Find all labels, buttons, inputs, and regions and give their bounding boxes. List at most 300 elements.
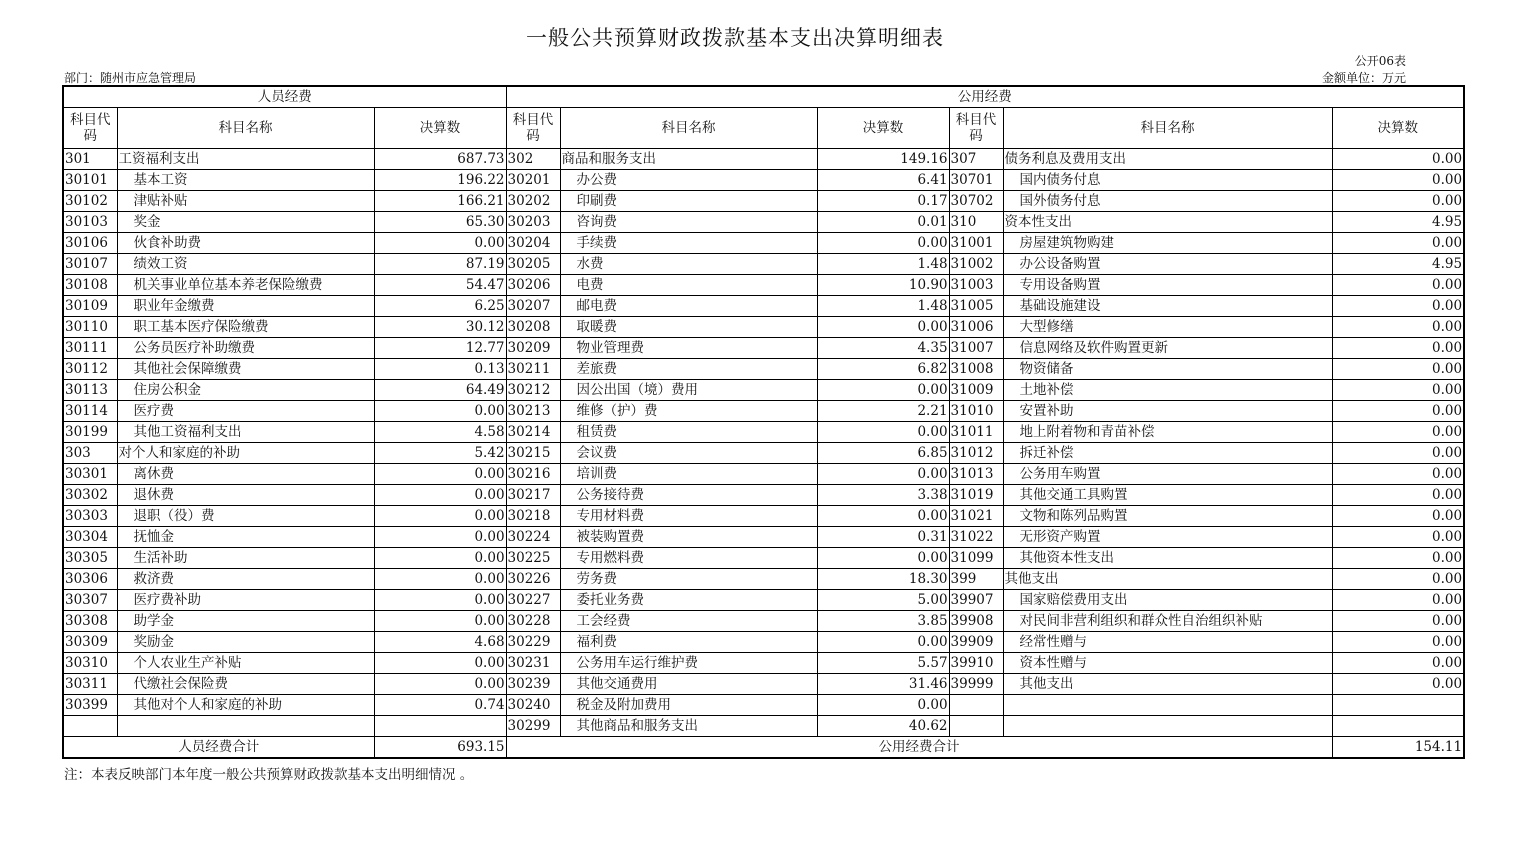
name-cell: 其他交通工具购置 xyxy=(1003,485,1332,506)
name-cell: 拆迁补偿 xyxy=(1003,443,1332,464)
name-cell: 会议费 xyxy=(560,443,817,464)
amount-cell: 0.00 xyxy=(1332,401,1464,422)
table-row xyxy=(63,632,1464,653)
code-cell: 30106 xyxy=(63,233,117,254)
code-cell: 30201 xyxy=(506,170,560,191)
name-cell: 专用设备购置 xyxy=(1003,275,1332,296)
amount-cell: 0.00 xyxy=(1332,422,1464,443)
amount-cell: 0.00 xyxy=(1332,527,1464,548)
amount-cell: 149.16 xyxy=(817,149,949,170)
name-cell: 取暖费 xyxy=(560,317,817,338)
department-label: 部门：随州市应急管理局 xyxy=(64,71,197,85)
name-cell: 土地补偿 xyxy=(1003,380,1332,401)
amount-cell: 4.35 xyxy=(817,338,949,359)
header-code-a: 科目代码 xyxy=(63,108,117,149)
code-cell: 39999 xyxy=(949,674,1003,695)
amount-cell: 0.31 xyxy=(817,527,949,548)
code-cell: 30311 xyxy=(63,674,117,695)
totals-row xyxy=(63,737,1464,759)
amount-cell: 0.00 xyxy=(374,485,506,506)
code-cell: 31002 xyxy=(949,254,1003,275)
code-cell: 31008 xyxy=(949,359,1003,380)
code-cell: 30101 xyxy=(63,170,117,191)
code-cell: 30301 xyxy=(63,464,117,485)
table-row xyxy=(63,149,1464,170)
amount-cell: 4.58 xyxy=(374,422,506,443)
amount-cell: 0.00 xyxy=(1332,233,1464,254)
amount-cell: 6.25 xyxy=(374,296,506,317)
name-cell: 资本性赠与 xyxy=(1003,653,1332,674)
code-cell: 30203 xyxy=(506,212,560,233)
amount-cell: 0.00 xyxy=(1332,464,1464,485)
name-cell: 物业管理费 xyxy=(560,338,817,359)
table-row xyxy=(63,464,1464,485)
amount-cell: 196.22 xyxy=(374,170,506,191)
name-cell: 福利费 xyxy=(560,632,817,653)
amount-cell: 0.00 xyxy=(817,422,949,443)
name-cell: 职工基本医疗保险缴费 xyxy=(117,317,374,338)
group-personnel: 人员经费 xyxy=(63,86,506,108)
amount-cell: 10.90 xyxy=(817,275,949,296)
table-row xyxy=(63,443,1464,464)
code-cell: 30103 xyxy=(63,212,117,233)
name-cell xyxy=(1003,716,1332,737)
code-cell: 30215 xyxy=(506,443,560,464)
name-cell: 奖金 xyxy=(117,212,374,233)
amount-cell: 5.42 xyxy=(374,443,506,464)
name-cell: 对民间非营利组织和群众性自治组织补贴 xyxy=(1003,611,1332,632)
amount-cell: 0.00 xyxy=(374,674,506,695)
name-cell: 公务用车购置 xyxy=(1003,464,1332,485)
table-row xyxy=(63,674,1464,695)
code-cell: 31021 xyxy=(949,506,1003,527)
name-cell: 其他对个人和家庭的补助 xyxy=(117,695,374,716)
amount-cell: 1.48 xyxy=(817,296,949,317)
table-row xyxy=(63,506,1464,527)
table-row xyxy=(63,338,1464,359)
name-cell: 手续费 xyxy=(560,233,817,254)
amount-cell: 0.00 xyxy=(1332,149,1464,170)
amount-cell: 0.00 xyxy=(1332,380,1464,401)
code-cell: 39907 xyxy=(949,590,1003,611)
name-cell: 抚恤金 xyxy=(117,527,374,548)
amount-cell: 0.00 xyxy=(1332,275,1464,296)
code-cell: 30214 xyxy=(506,422,560,443)
table-row xyxy=(63,317,1464,338)
code-cell: 30226 xyxy=(506,569,560,590)
code-cell: 31005 xyxy=(949,296,1003,317)
name-cell: 基础设施建设 xyxy=(1003,296,1332,317)
amount-cell: 0.00 xyxy=(374,611,506,632)
name-cell: 职业年金缴费 xyxy=(117,296,374,317)
code-cell: 31006 xyxy=(949,317,1003,338)
name-cell: 维修（护）费 xyxy=(560,401,817,422)
code-cell: 310 xyxy=(949,212,1003,233)
group-public: 公用经费 xyxy=(506,86,1464,108)
name-cell: 税金及附加费用 xyxy=(560,695,817,716)
name-cell: 租赁费 xyxy=(560,422,817,443)
name-cell: 其他社会保障缴费 xyxy=(117,359,374,380)
header-name-b: 科目名称 xyxy=(560,108,817,149)
code-cell: 39909 xyxy=(949,632,1003,653)
amount-cell: 166.21 xyxy=(374,191,506,212)
name-cell: 生活补助 xyxy=(117,548,374,569)
amount-cell: 54.47 xyxy=(374,275,506,296)
amount-cell: 0.00 xyxy=(1332,170,1464,191)
name-cell: 退休费 xyxy=(117,485,374,506)
code-cell: 30109 xyxy=(63,296,117,317)
amount-cell: 0.00 xyxy=(1332,569,1464,590)
code-cell: 30113 xyxy=(63,380,117,401)
code-cell: 30308 xyxy=(63,611,117,632)
name-cell: 地上附着物和青苗补偿 xyxy=(1003,422,1332,443)
name-cell: 救济费 xyxy=(117,569,374,590)
name-cell: 其他支出 xyxy=(1003,674,1332,695)
name-cell: 无形资产购置 xyxy=(1003,527,1332,548)
code-cell: 30304 xyxy=(63,527,117,548)
code-cell: 30224 xyxy=(506,527,560,548)
name-cell: 代缴社会保险费 xyxy=(117,674,374,695)
amount-cell: 0.00 xyxy=(374,401,506,422)
amount-cell: 6.82 xyxy=(817,359,949,380)
table-row xyxy=(63,233,1464,254)
amount-cell: 687.73 xyxy=(374,149,506,170)
amount-cell: 0.00 xyxy=(1332,338,1464,359)
amount-cell: 0.00 xyxy=(1332,485,1464,506)
name-cell: 大型修缮 xyxy=(1003,317,1332,338)
amount-cell: 0.17 xyxy=(817,191,949,212)
amount-cell: 0.00 xyxy=(374,527,506,548)
name-cell: 其他工资福利支出 xyxy=(117,422,374,443)
name-cell: 国外债务付息 xyxy=(1003,191,1332,212)
table-row xyxy=(63,485,1464,506)
code-cell: 30208 xyxy=(506,317,560,338)
amount-cell: 0.00 xyxy=(817,233,949,254)
table-row xyxy=(63,170,1464,191)
header-name-c: 科目名称 xyxy=(1003,108,1332,149)
amount-cell: 0.00 xyxy=(374,464,506,485)
code-cell: 30306 xyxy=(63,569,117,590)
name-cell: 专用燃料费 xyxy=(560,548,817,569)
name-cell: 机关事业单位基本养老保险缴费 xyxy=(117,275,374,296)
code-cell: 30702 xyxy=(949,191,1003,212)
name-cell: 其他交通费用 xyxy=(560,674,817,695)
code-cell: 30114 xyxy=(63,401,117,422)
name-cell: 债务利息及费用支出 xyxy=(1003,149,1332,170)
amount-cell xyxy=(1332,716,1464,737)
table-row xyxy=(63,695,1464,716)
code-cell: 30205 xyxy=(506,254,560,275)
amount-cell: 3.38 xyxy=(817,485,949,506)
name-cell: 对个人和家庭的补助 xyxy=(117,443,374,464)
name-cell: 咨询费 xyxy=(560,212,817,233)
code-cell: 30299 xyxy=(506,716,560,737)
code-cell: 31099 xyxy=(949,548,1003,569)
code-cell: 39908 xyxy=(949,611,1003,632)
code-cell: 30239 xyxy=(506,674,560,695)
amount-cell: 0.00 xyxy=(1332,590,1464,611)
amount-cell: 4.95 xyxy=(1332,212,1464,233)
name-cell: 公务员医疗补助缴费 xyxy=(117,338,374,359)
table-row xyxy=(63,716,1464,737)
code-cell: 30310 xyxy=(63,653,117,674)
name-cell: 资本性支出 xyxy=(1003,212,1332,233)
table-row xyxy=(63,422,1464,443)
name-cell: 助学金 xyxy=(117,611,374,632)
public-total-amount: 154.11 xyxy=(1332,737,1464,759)
amount-cell: 0.74 xyxy=(374,695,506,716)
amount-cell: 0.00 xyxy=(374,653,506,674)
amount-cell: 18.30 xyxy=(817,569,949,590)
code-cell: 30110 xyxy=(63,317,117,338)
code-cell: 30399 xyxy=(63,695,117,716)
name-cell: 其他支出 xyxy=(1003,569,1332,590)
code-cell xyxy=(63,716,117,737)
code-cell: 30204 xyxy=(506,233,560,254)
amount-cell xyxy=(374,716,506,737)
name-cell: 工会经费 xyxy=(560,611,817,632)
group-header-row xyxy=(63,86,1464,108)
name-cell: 经常性赠与 xyxy=(1003,632,1332,653)
amount-cell: 0.00 xyxy=(374,233,506,254)
page-title: 一般公共预算财政拨款基本支出决算明细表 xyxy=(526,26,944,50)
name-cell: 个人农业生产补贴 xyxy=(117,653,374,674)
code-cell: 30112 xyxy=(63,359,117,380)
amount-cell: 0.00 xyxy=(1332,674,1464,695)
table-row xyxy=(63,611,1464,632)
code-cell: 301 xyxy=(63,149,117,170)
amount-cell: 0.00 xyxy=(817,506,949,527)
header-amount-b: 决算数 xyxy=(817,108,949,149)
code-cell: 30213 xyxy=(506,401,560,422)
name-cell: 办公设备购置 xyxy=(1003,254,1332,275)
amount-cell: 0.00 xyxy=(1332,653,1464,674)
amount-cell: 6.41 xyxy=(817,170,949,191)
table-row xyxy=(63,359,1464,380)
amount-cell: 0.00 xyxy=(817,380,949,401)
name-cell xyxy=(1003,695,1332,716)
name-cell: 商品和服务支出 xyxy=(560,149,817,170)
code-cell: 30212 xyxy=(506,380,560,401)
table-row xyxy=(63,548,1464,569)
name-cell: 公务用车运行维护费 xyxy=(560,653,817,674)
name-cell: 医疗费补助 xyxy=(117,590,374,611)
code-cell: 30305 xyxy=(63,548,117,569)
name-cell: 住房公积金 xyxy=(117,380,374,401)
table-row xyxy=(63,569,1464,590)
amount-cell: 0.00 xyxy=(1332,443,1464,464)
name-cell: 基本工资 xyxy=(117,170,374,191)
code-cell: 30211 xyxy=(506,359,560,380)
footnote: 注：本表反映部门本年度一般公共预算财政拨款基本支出明细情况 。 xyxy=(64,767,474,783)
code-cell: 30206 xyxy=(506,275,560,296)
amount-cell: 30.12 xyxy=(374,317,506,338)
amount-cell: 0.00 xyxy=(817,695,949,716)
header-code-b: 科目代码 xyxy=(506,108,560,149)
table-row xyxy=(63,401,1464,422)
code-cell: 30209 xyxy=(506,338,560,359)
code-cell: 30228 xyxy=(506,611,560,632)
code-cell: 30107 xyxy=(63,254,117,275)
name-cell: 电费 xyxy=(560,275,817,296)
amount-cell: 0.00 xyxy=(374,506,506,527)
name-cell: 委托业务费 xyxy=(560,590,817,611)
name-cell: 印刷费 xyxy=(560,191,817,212)
code-cell: 30102 xyxy=(63,191,117,212)
name-cell: 其他商品和服务支出 xyxy=(560,716,817,737)
name-cell: 离休费 xyxy=(117,464,374,485)
code-cell: 30207 xyxy=(506,296,560,317)
table-row xyxy=(63,527,1464,548)
code-cell: 30225 xyxy=(506,548,560,569)
amount-cell: 87.19 xyxy=(374,254,506,275)
code-cell: 30217 xyxy=(506,485,560,506)
amount-cell: 0.00 xyxy=(1332,191,1464,212)
code-cell: 30303 xyxy=(63,506,117,527)
code-cell: 30111 xyxy=(63,338,117,359)
personnel-total-amount: 693.15 xyxy=(374,737,506,759)
column-header-row xyxy=(63,108,1464,149)
name-cell: 医疗费 xyxy=(117,401,374,422)
amount-cell: 5.00 xyxy=(817,590,949,611)
code-cell: 30227 xyxy=(506,590,560,611)
code-cell: 31011 xyxy=(949,422,1003,443)
code-cell: 39910 xyxy=(949,653,1003,674)
code-cell: 31022 xyxy=(949,527,1003,548)
personnel-total-label: 人员经费合计 xyxy=(63,737,374,759)
amount-cell: 3.85 xyxy=(817,611,949,632)
code-cell: 307 xyxy=(949,149,1003,170)
code-cell: 31009 xyxy=(949,380,1003,401)
amount-cell: 0.00 xyxy=(1332,506,1464,527)
code-cell: 30229 xyxy=(506,632,560,653)
name-cell: 专用材料费 xyxy=(560,506,817,527)
table-row xyxy=(63,296,1464,317)
amount-cell: 0.00 xyxy=(817,464,949,485)
amount-cell: 64.49 xyxy=(374,380,506,401)
name-cell: 安置补助 xyxy=(1003,401,1332,422)
amount-cell: 0.00 xyxy=(1332,359,1464,380)
amount-cell: 4.68 xyxy=(374,632,506,653)
code-cell: 31010 xyxy=(949,401,1003,422)
name-cell: 公务接待费 xyxy=(560,485,817,506)
code-cell: 30108 xyxy=(63,275,117,296)
name-cell: 因公出国（境）费用 xyxy=(560,380,817,401)
code-cell: 30231 xyxy=(506,653,560,674)
amount-cell: 6.85 xyxy=(817,443,949,464)
code-cell: 30309 xyxy=(63,632,117,653)
code-cell: 30302 xyxy=(63,485,117,506)
unit-label: 金额单位：万元 xyxy=(1321,71,1406,85)
name-cell: 伙食补助费 xyxy=(117,233,374,254)
code-cell: 302 xyxy=(506,149,560,170)
amount-cell: 4.95 xyxy=(1332,254,1464,275)
code-cell: 30199 xyxy=(63,422,117,443)
code-cell: 31003 xyxy=(949,275,1003,296)
table-code: 公开06表 xyxy=(1354,54,1406,68)
amount-cell: 0.00 xyxy=(1332,611,1464,632)
header-amount-a: 决算数 xyxy=(374,108,506,149)
name-cell: 国家赔偿费用支出 xyxy=(1003,590,1332,611)
code-cell: 30218 xyxy=(506,506,560,527)
table-row xyxy=(63,653,1464,674)
amount-cell: 0.00 xyxy=(1332,317,1464,338)
public-total-label: 公用经费合计 xyxy=(506,737,1332,759)
amount-cell: 0.13 xyxy=(374,359,506,380)
table-row xyxy=(63,275,1464,296)
name-cell: 文物和陈列品购置 xyxy=(1003,506,1332,527)
amount-cell: 0.00 xyxy=(1332,548,1464,569)
name-cell: 差旅费 xyxy=(560,359,817,380)
code-cell: 30240 xyxy=(506,695,560,716)
amount-cell: 2.21 xyxy=(817,401,949,422)
amount-cell: 0.00 xyxy=(817,632,949,653)
amount-cell: 0.00 xyxy=(374,548,506,569)
name-cell: 绩效工资 xyxy=(117,254,374,275)
amount-cell: 0.00 xyxy=(374,569,506,590)
amount-cell: 0.00 xyxy=(1332,296,1464,317)
code-cell: 303 xyxy=(63,443,117,464)
amount-cell: 65.30 xyxy=(374,212,506,233)
amount-cell: 0.00 xyxy=(817,548,949,569)
amount-cell: 1.48 xyxy=(817,254,949,275)
name-cell: 奖励金 xyxy=(117,632,374,653)
table-row xyxy=(63,590,1464,611)
amount-cell: 40.62 xyxy=(817,716,949,737)
code-cell: 31013 xyxy=(949,464,1003,485)
amount-cell: 0.01 xyxy=(817,212,949,233)
expenditure-table xyxy=(62,85,1465,759)
table-row xyxy=(63,380,1464,401)
code-cell: 30216 xyxy=(506,464,560,485)
code-cell: 30202 xyxy=(506,191,560,212)
amount-cell: 12.77 xyxy=(374,338,506,359)
table-row xyxy=(63,191,1464,212)
amount-cell: 0.00 xyxy=(1332,632,1464,653)
table-row xyxy=(63,254,1464,275)
amount-cell: 5.57 xyxy=(817,653,949,674)
code-cell: 31001 xyxy=(949,233,1003,254)
name-cell: 房屋建筑物购建 xyxy=(1003,233,1332,254)
amount-cell: 0.00 xyxy=(817,317,949,338)
header-amount-c: 决算数 xyxy=(1332,108,1464,149)
name-cell: 培训费 xyxy=(560,464,817,485)
name-cell xyxy=(117,716,374,737)
code-cell: 399 xyxy=(949,569,1003,590)
name-cell: 信息网络及软件购置更新 xyxy=(1003,338,1332,359)
name-cell: 办公费 xyxy=(560,170,817,191)
header-name-a: 科目名称 xyxy=(117,108,374,149)
code-cell: 30307 xyxy=(63,590,117,611)
name-cell: 津贴补贴 xyxy=(117,191,374,212)
name-cell: 被装购置费 xyxy=(560,527,817,548)
name-cell: 物资储备 xyxy=(1003,359,1332,380)
code-cell xyxy=(949,716,1003,737)
name-cell: 劳务费 xyxy=(560,569,817,590)
code-cell xyxy=(949,695,1003,716)
amount-cell: 0.00 xyxy=(374,590,506,611)
name-cell: 退职（役）费 xyxy=(117,506,374,527)
code-cell: 31019 xyxy=(949,485,1003,506)
name-cell: 邮电费 xyxy=(560,296,817,317)
name-cell: 工资福利支出 xyxy=(117,149,374,170)
name-cell: 水费 xyxy=(560,254,817,275)
amount-cell xyxy=(1332,695,1464,716)
name-cell: 其他资本性支出 xyxy=(1003,548,1332,569)
code-cell: 31007 xyxy=(949,338,1003,359)
code-cell: 31012 xyxy=(949,443,1003,464)
amount-cell: 31.46 xyxy=(817,674,949,695)
